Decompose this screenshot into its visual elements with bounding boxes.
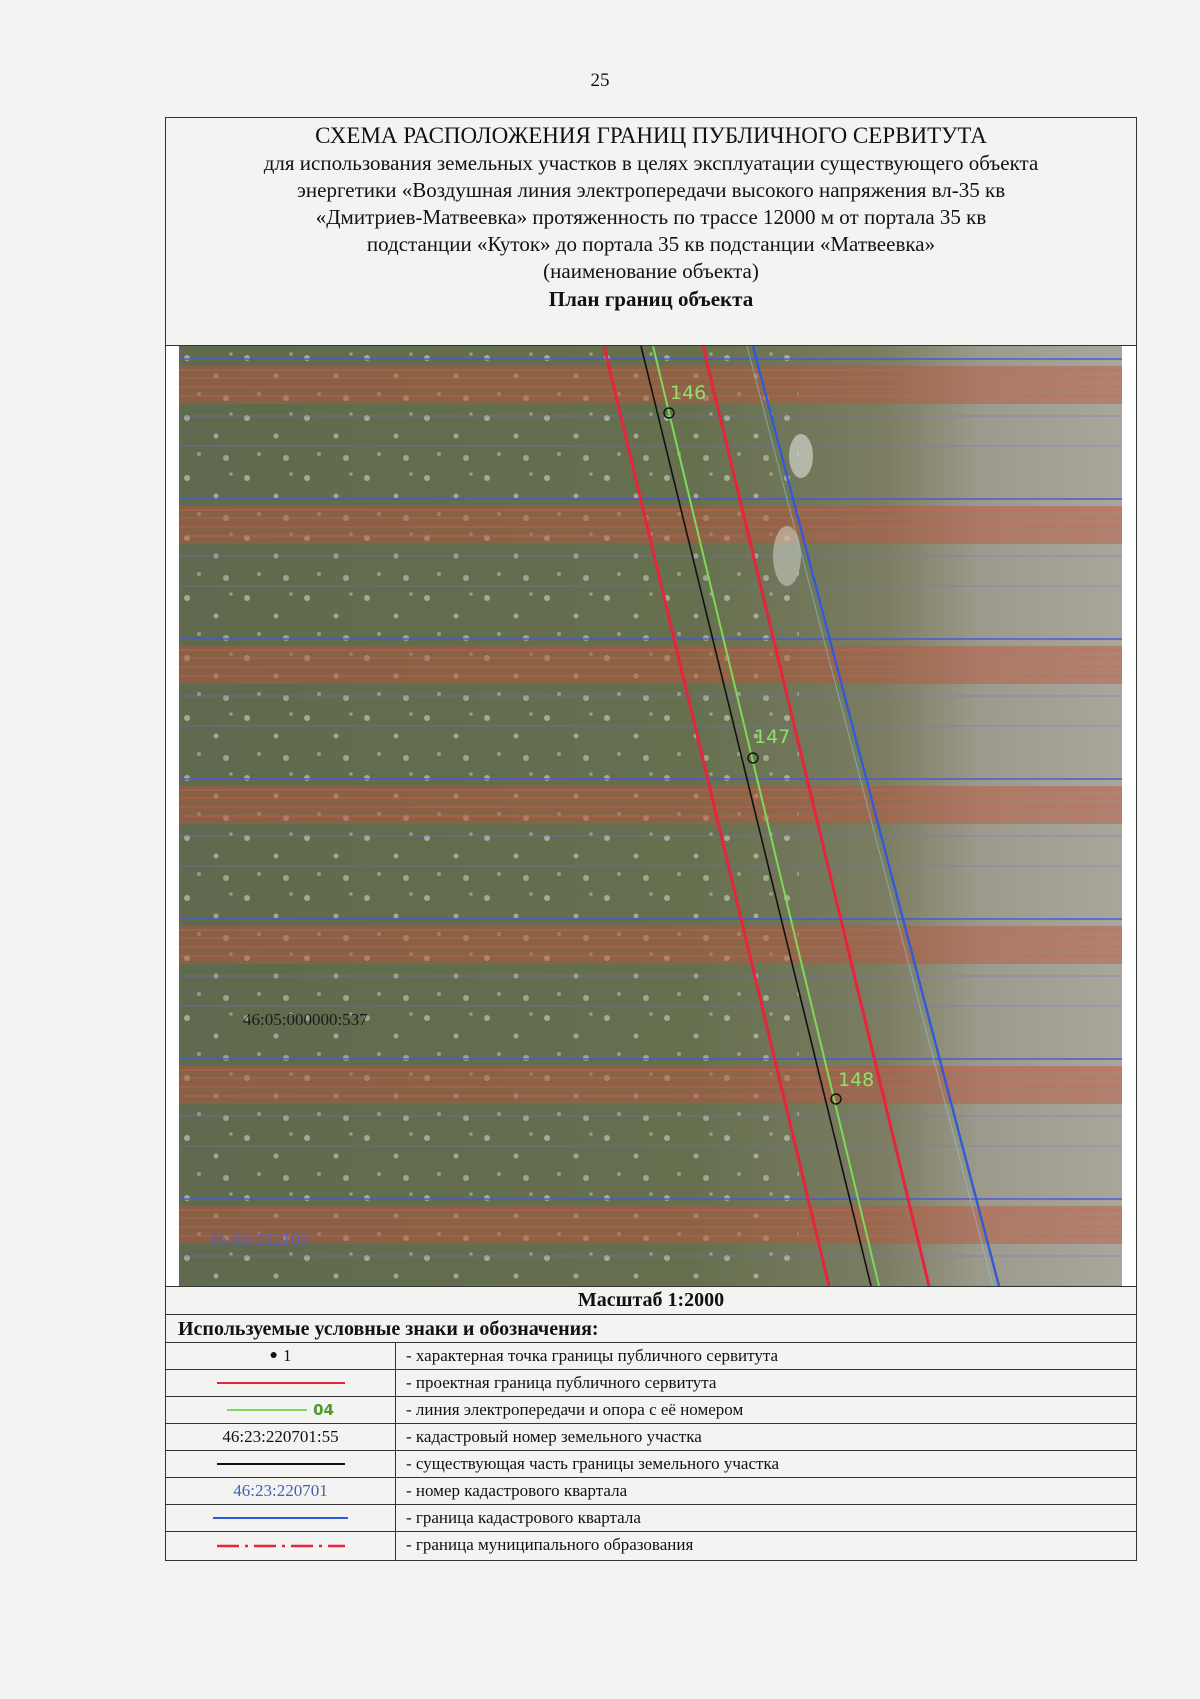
title-line-1: для использования земельных участков в целях эксплуатации существующего объекта (263, 151, 1039, 175)
legend-row (166, 1424, 1136, 1451)
dash-dot-line-icon (217, 1543, 345, 1549)
legend-description: - характерная точка границы публичного сервитута (406, 1346, 779, 1365)
title-line-3: «Дмитриев-Матвеевка» протяженность по трассе 12000 м от портала 35 кв (315, 205, 987, 229)
title-line-5: (наименование объекта) (543, 259, 759, 283)
scheme-frame (165, 117, 1137, 1561)
legend-description: - граница муниципального образования (406, 1535, 694, 1554)
black-line-icon (217, 1463, 345, 1465)
parcel-number-sample: 46:23:220701:55 (222, 1427, 339, 1446)
legend-row (166, 1478, 1136, 1505)
legend-row (166, 1343, 1136, 1370)
title-block (166, 118, 1136, 346)
green-line-icon (227, 1409, 307, 1411)
legend-row (166, 1505, 1136, 1532)
parcel-number-label: 46:05:000000:537 (243, 1010, 368, 1029)
red-line-icon (217, 1382, 345, 1384)
quarter-number-sample: 46:23:220701 (233, 1481, 328, 1500)
scale-label: Масштаб 1:2000 (166, 1287, 1136, 1315)
point-icon: ● (269, 1348, 278, 1363)
legend-row (166, 1370, 1136, 1397)
legend-description: - существующая часть границы земельного участка (406, 1454, 779, 1473)
page-number: 25 (590, 70, 610, 91)
point-label: 1 (282, 1346, 292, 1365)
blue-line-icon (213, 1517, 348, 1519)
legend-description: - кадастровый номер земельного участка (406, 1427, 702, 1446)
legend-row (166, 1532, 1136, 1560)
title-line-2: энергетики «Воздушная линия электропередачи высокого напряжения вл-35 кв (296, 178, 1006, 202)
aerial-map (179, 346, 1122, 1286)
quarter-number-label: 46:05:192105 (209, 1229, 310, 1249)
support-label-148: 148 (838, 1069, 875, 1091)
support-label-146: 146 (670, 382, 707, 404)
support-label-147: 147 (754, 726, 791, 748)
legend-heading: Используемые условные знаки и обозначения: (166, 1315, 1136, 1343)
support-number-icon: 04 (313, 1401, 334, 1419)
legend-description: - линия электропередачи и опора с её номером (406, 1400, 744, 1419)
legend-description: - проектная граница публичного сервитута (406, 1373, 717, 1392)
legend-row (166, 1451, 1136, 1478)
title-line-4: подстанции «Куток» до портала 35 кв подстанции «Матвеевка» (366, 232, 936, 256)
map-area (166, 346, 1136, 1287)
plan-subtitle: План границ объекта (548, 287, 754, 311)
legend-description: - граница кадастрового квартала (406, 1508, 641, 1527)
scheme-title: СХЕМА РАСПОЛОЖЕНИЯ ГРАНИЦ ПУБЛИЧНОГО СЕРВИТУТА (315, 123, 987, 148)
legend-row (166, 1397, 1136, 1424)
legend-description: - номер кадастрового квартала (406, 1481, 628, 1500)
